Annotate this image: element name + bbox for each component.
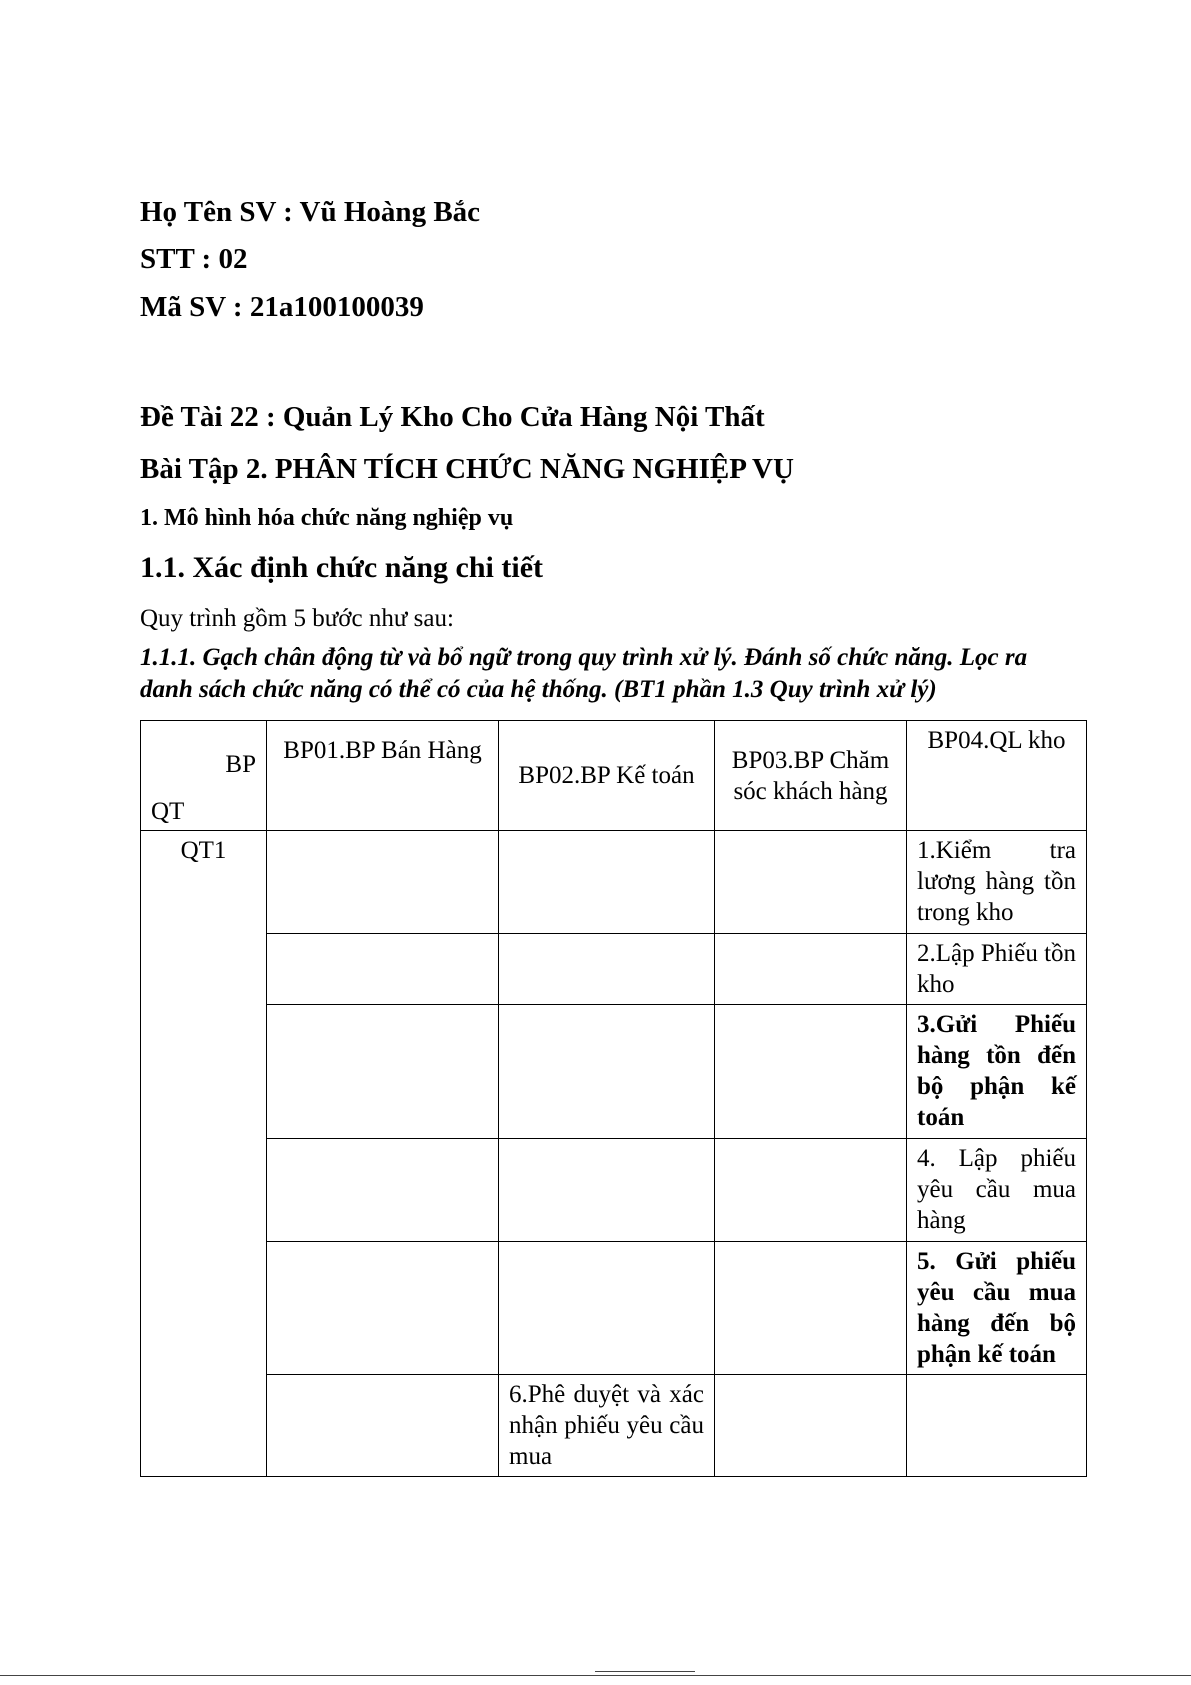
section-heading-1-1: 1.1. Xác định chức năng chi tiết — [140, 551, 544, 584]
corner-qt-label: QT — [151, 798, 185, 825]
topic-title: Đề Tài 22 : Quản Lý Kho Cho Cửa Hàng Nội Thất — [140, 401, 765, 433]
cell-bp03 — [715, 934, 907, 1005]
cell-bp03 — [715, 1005, 907, 1139]
header-bp03: BP03.BP Chăm sóc khách hàng — [715, 721, 907, 831]
cell-bp04: 2.Lập Phiếu tồn kho — [907, 934, 1087, 1005]
cell-bp04: 5. Gửi phiếu yêu cầu mua hàng đến bộ phận kế toán — [907, 1242, 1087, 1375]
cell-bp01 — [267, 934, 499, 1005]
cell-bp03 — [715, 1242, 907, 1375]
exercise-title: Bài Tập 2. PHÂN TÍCH CHỨC NĂNG NGHIỆP VỤ — [140, 453, 794, 485]
cell-bp01 — [267, 1375, 499, 1477]
table-row — [141, 934, 1087, 1005]
cell-bp01 — [267, 831, 499, 934]
header-bp02: BP02.BP Kế toán — [499, 721, 715, 831]
table-row — [141, 1005, 1087, 1139]
cell-bp01 — [267, 1242, 499, 1375]
intro-text: Quy trình gồm 5 bước như sau: — [140, 605, 454, 632]
cell-bp03 — [715, 1139, 907, 1242]
student-stt-line: STT : 02 — [140, 243, 248, 275]
header-bp01: BP01.BP Bán Hàng — [267, 721, 499, 831]
footer-mark — [595, 1671, 695, 1672]
cell-bp03 — [715, 1375, 907, 1477]
student-name-line: Họ Tên SV : Vũ Hoàng Bắc — [140, 196, 481, 228]
cell-bp01 — [267, 1139, 499, 1242]
footer-divider — [0, 1675, 1191, 1676]
cell-bp04: 3.Gửi Phiếu hàng tồn đến bộ phận kế toán — [907, 1005, 1087, 1139]
table-row — [141, 1242, 1087, 1375]
table-header-row — [141, 721, 1087, 831]
cell-bp04: 1.Kiểm tra lương hàng tồn trong kho — [907, 831, 1087, 934]
table-row — [141, 1375, 1087, 1477]
process-table — [140, 720, 1087, 1477]
table-row — [141, 1139, 1087, 1242]
cell-bp02 — [499, 934, 715, 1005]
cell-bp03 — [715, 831, 907, 934]
cell-bp02: 6.Phê duyệt và xác nhận phiếu yêu cầu mua — [499, 1375, 715, 1477]
cell-bp04: 4. Lập phiếu yêu cầu mua hàng — [907, 1139, 1087, 1242]
corner-bp-label: BP — [225, 751, 256, 778]
cell-bp01 — [267, 1005, 499, 1139]
cell-bp02 — [499, 1139, 715, 1242]
cell-bp02 — [499, 1005, 715, 1139]
cell-bp04 — [907, 1375, 1087, 1477]
process-cell: QT1 — [141, 831, 267, 1477]
corner-cell — [141, 721, 267, 831]
cell-bp02 — [499, 831, 715, 934]
cell-bp02 — [499, 1242, 715, 1375]
header-bp04: BP04.QL kho — [907, 721, 1087, 831]
section-heading-1: 1. Mô hình hóa chức năng nghiệp vụ — [140, 505, 514, 531]
table-row — [141, 831, 1087, 934]
student-id-line: Mã SV : 21a100100039 — [140, 291, 424, 323]
section-heading-1-1-1: 1.1.1. Gạch chân động từ và bổ ngữ trong quy trình xử lý. Đánh số chức năng. Lọc ra danh sách chức năng có thể có của hệ thống. (BT1 phần 1.3 Quy trình xử lý) — [140, 644, 1028, 703]
